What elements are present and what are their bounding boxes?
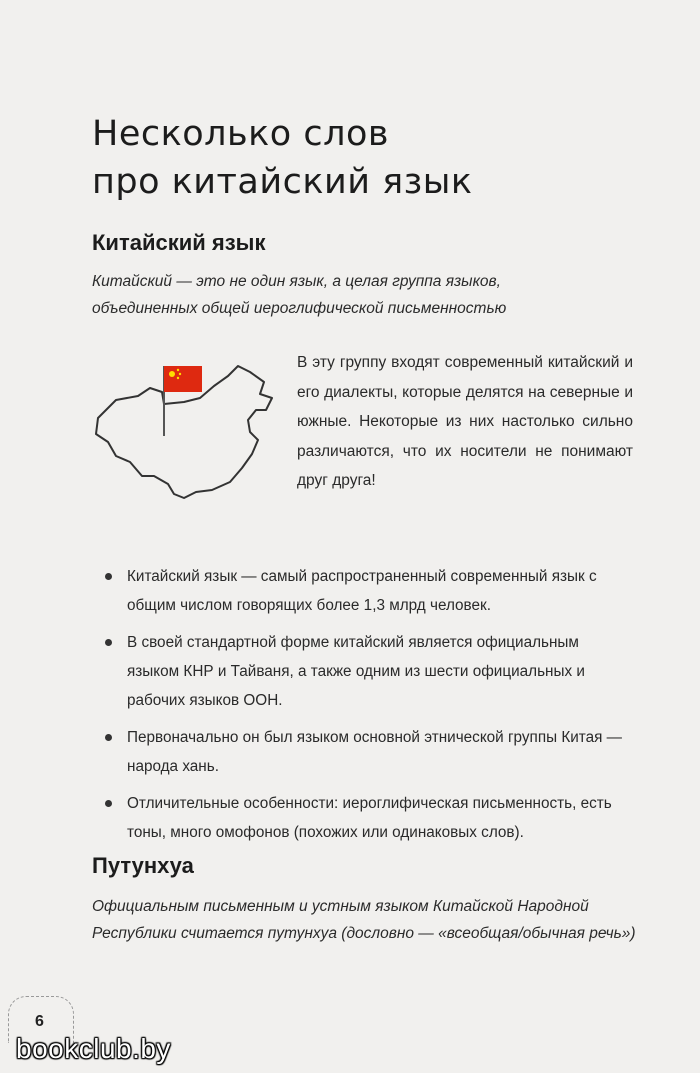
section-heading-putonghua: Путунхуа <box>92 853 194 878</box>
watermark: bookclub.by <box>16 1033 171 1064</box>
list-item-text: Китайский язык — самый распространенный современный язык с общим числом говорящих более 1,3 млрд человек. <box>127 568 597 614</box>
list-item-text: Первоначально он был языком основной этнической группы Китая — народа хань. <box>127 729 622 775</box>
page-title-line-2: про китайский язык <box>92 162 473 202</box>
page-title-line-1: Несколько слов <box>92 114 389 154</box>
list-item-text: Отличительные особенности: иероглифическая письменность, есть тоны, много омофонов (похожих или одинаковых слов). <box>127 795 612 841</box>
china-flag <box>164 366 202 392</box>
flag-star <box>169 371 175 377</box>
flag-small-star <box>177 377 179 379</box>
flag-small-star <box>177 369 179 371</box>
section-lead-putonghua: Официальным письменным и устным языком Китайской Народной Республики считается путунхуа (дословно — «всеобщая/обычная речь») <box>92 898 636 942</box>
bullet-icon <box>105 639 112 646</box>
bullet-icon <box>105 734 112 741</box>
list-item-text: В своей стандартной форме китайский является официальным языком КНР и Тайваня, а также одним из шести официальных и рабочих языков ООН. <box>127 634 585 709</box>
section-lead-chinese: Китайский — это не один язык, а целая группа языков, объединенных общей иероглифической письменностью <box>92 273 507 317</box>
list-item <box>103 628 633 715</box>
list-item <box>103 562 633 620</box>
list-item <box>103 723 633 781</box>
china-map-with-flag-icon <box>88 358 278 508</box>
list-item <box>103 789 633 847</box>
section-heading-chinese: Китайский язык <box>92 230 266 255</box>
bullet-icon <box>105 573 112 580</box>
page-title <box>92 110 473 206</box>
page-number: 6 <box>35 1013 44 1030</box>
bullet-list <box>103 562 633 855</box>
bullet-icon <box>105 800 112 807</box>
flag-small-star <box>179 373 181 375</box>
section-paragraph-dialects: В эту группу входят современный китайский и его диалекты, которые делятся на северные и южные. Некоторые из них настолько сильно различаются, что их носители не понимают друг друга! <box>297 354 633 489</box>
